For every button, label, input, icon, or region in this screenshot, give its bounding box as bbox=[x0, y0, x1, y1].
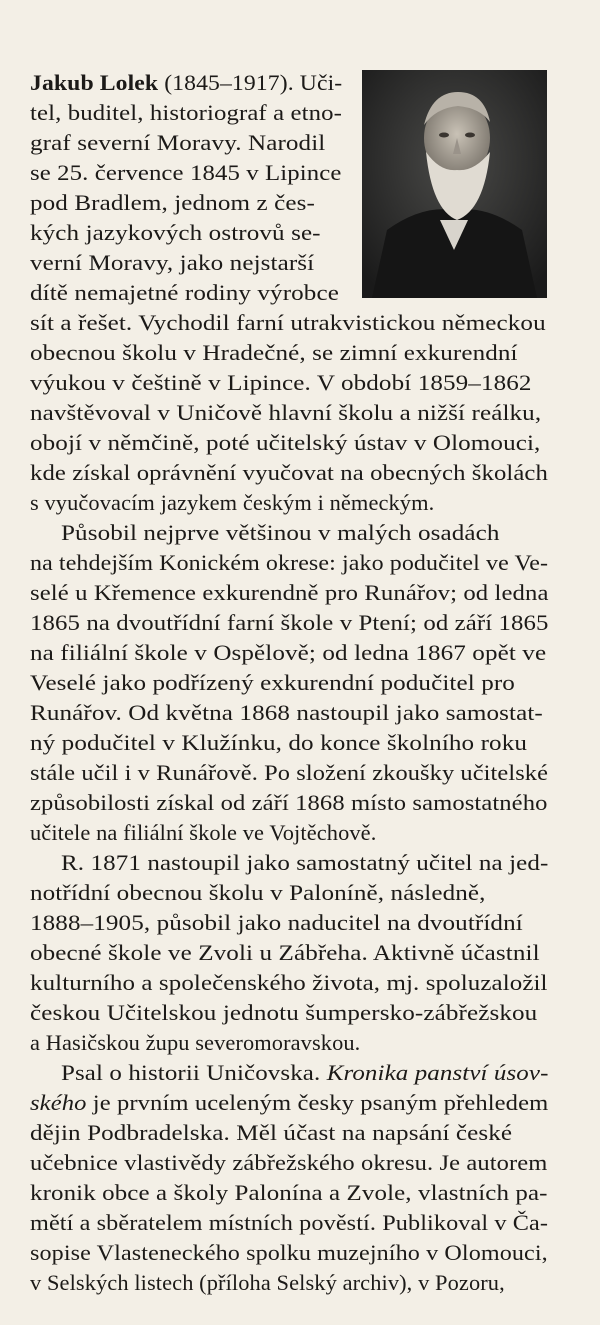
text-run: sopise Vlasteneckého spolku muzejního v Olomouci, bbox=[30, 1240, 548, 1265]
text-line bbox=[30, 399, 541, 427]
text-line bbox=[30, 759, 548, 787]
text-line bbox=[30, 699, 543, 727]
text-run: Kronika panství úsov- bbox=[326, 1060, 549, 1085]
text-run: R. 1871 nastoupil jako samostatný učitel na jed- bbox=[61, 850, 549, 875]
text-line bbox=[30, 279, 339, 307]
text-run: kulturního a společenského života, mj. spoluzaložil bbox=[30, 970, 548, 995]
text-run: mětí a sběratelem místních pověstí. Publikoval v Ča- bbox=[30, 1210, 549, 1235]
text-run: verní Moravy, jako nejstarší bbox=[30, 250, 315, 275]
text-run: Runářov. Od května 1868 nastoupil jako samostat- bbox=[30, 700, 543, 725]
text-line bbox=[30, 579, 549, 607]
text-line bbox=[61, 1059, 549, 1087]
text-run: učitele na filiální škole ve Vojtěchově. bbox=[30, 820, 377, 845]
text-run: notřídní obecnou školu v Paloníně, následně, bbox=[30, 880, 486, 905]
text-line bbox=[30, 999, 537, 1027]
text-run: učebnice vlastivědy zábřežského okresu. Je autorem bbox=[30, 1150, 548, 1175]
text-run: stále učil i v Runářově. Po složení zkoušky učitelské bbox=[30, 760, 549, 785]
text-line bbox=[30, 1179, 548, 1207]
text-line bbox=[30, 939, 540, 967]
text-run: se 25. července 1845 v Lipince bbox=[30, 160, 342, 185]
text-run: s vyučovacím jazykem českým i německým. bbox=[30, 490, 435, 515]
text-run: (1845–1917). Uči- bbox=[158, 70, 343, 95]
text-line bbox=[30, 1029, 360, 1057]
text-run: kde získal oprávnění vyučovat na obecných školách bbox=[30, 460, 548, 485]
text-line bbox=[30, 339, 518, 367]
text-line bbox=[30, 189, 315, 217]
text-line bbox=[30, 249, 314, 277]
text-run: na filiální škole v Ospělově; od ledna 1867 opět ve bbox=[30, 640, 547, 665]
text-run: ského bbox=[30, 1090, 87, 1115]
text-run: sít a řešet. Vychodil farní utrakvistickou německou bbox=[30, 310, 546, 335]
text-line bbox=[30, 669, 515, 697]
text-line bbox=[30, 489, 434, 517]
text-line bbox=[30, 909, 523, 937]
text-line bbox=[61, 519, 499, 547]
text-line bbox=[30, 429, 540, 457]
text-line bbox=[30, 1269, 505, 1297]
text-run: obecnou školu v Hradečné, se zimní exkurendní bbox=[30, 340, 518, 365]
text-line bbox=[30, 549, 548, 577]
portrait-photo bbox=[362, 70, 547, 298]
text-run: obecné škole ve Zvoli u Zábřeha. Aktivně účastnil bbox=[30, 940, 540, 965]
text-line bbox=[30, 1089, 548, 1117]
text-run: selé u Křemence exkurendně pro Runářov; od ledna bbox=[30, 580, 549, 605]
text-line bbox=[30, 309, 546, 337]
text-line bbox=[30, 1239, 548, 1267]
text-run: navštěvoval v Uničově hlavní školu a nižší reálku, bbox=[30, 400, 542, 425]
text-line bbox=[30, 369, 532, 397]
text-run: kronik obce a školy Palonína a Zvole, vlastních pa- bbox=[30, 1180, 548, 1205]
text-run: Psal o historii Uničovska. bbox=[61, 1060, 327, 1085]
text-line bbox=[30, 969, 548, 997]
text-run: 1888–1905, působil jako naducitel na dvoutřídní bbox=[30, 910, 523, 935]
text-line bbox=[30, 729, 527, 757]
text-run: Působil nejprve většinou v malých osadách bbox=[61, 520, 500, 545]
text-run: Jakub Lolek bbox=[30, 70, 159, 95]
text-run: 1865 na dvoutřídní farní škole v Ptení; od září 1865 bbox=[30, 610, 549, 635]
text-run: obojí v němčině, poté učitelský ústav v Olomouci, bbox=[30, 430, 541, 455]
text-line bbox=[30, 609, 549, 637]
text-line bbox=[30, 1119, 512, 1147]
text-run: tel, buditel, historiograf a etno- bbox=[30, 100, 342, 125]
text-line bbox=[30, 639, 546, 667]
text-line bbox=[30, 99, 342, 127]
text-run: pod Bradlem, jednom z čes- bbox=[30, 190, 315, 215]
text-run: ný podučitel v Klužínku, do konce školního roku bbox=[30, 730, 527, 755]
text-run: Veselé jako podřízený exkurendní podučitel pro bbox=[30, 670, 515, 695]
text-run: na tehdejším Konickém okrese: jako podučitel ve Ve- bbox=[30, 550, 549, 575]
text-line bbox=[30, 1209, 548, 1237]
text-run: českou Učitelskou jednotu šumpersko-zábřežskou bbox=[30, 1000, 538, 1025]
portrait-icon bbox=[362, 70, 547, 298]
text-run: a Hasičskou župu severomoravskou. bbox=[30, 1030, 361, 1055]
text-line bbox=[30, 1149, 547, 1177]
text-line bbox=[30, 789, 547, 817]
text-run: kých jazykových ostrovů se- bbox=[30, 220, 321, 245]
text-line bbox=[30, 879, 486, 907]
text-line bbox=[30, 69, 342, 97]
text-line bbox=[30, 819, 376, 847]
text-line bbox=[30, 159, 341, 187]
text-run: dějin Podbradelska. Měl účast na napsání české bbox=[30, 1120, 513, 1145]
text-line bbox=[30, 129, 325, 157]
text-line bbox=[30, 459, 548, 487]
text-line bbox=[30, 219, 321, 247]
text-line bbox=[61, 849, 548, 877]
text-run: je prvním uceleným česky psaným přehledem bbox=[86, 1090, 549, 1115]
text-run: v Selských listech (příloha Selský archiv), v Pozoru, bbox=[30, 1270, 505, 1295]
text-run: dítě nemajetné rodiny výrobce bbox=[30, 280, 339, 305]
text-run: výukou v češtině v Lipince. V období 1859–1862 bbox=[30, 370, 532, 395]
text-run: způsobilosti získal od září 1868 místo samostatného bbox=[30, 790, 548, 815]
text-run: graf severní Moravy. Narodil bbox=[30, 130, 326, 155]
